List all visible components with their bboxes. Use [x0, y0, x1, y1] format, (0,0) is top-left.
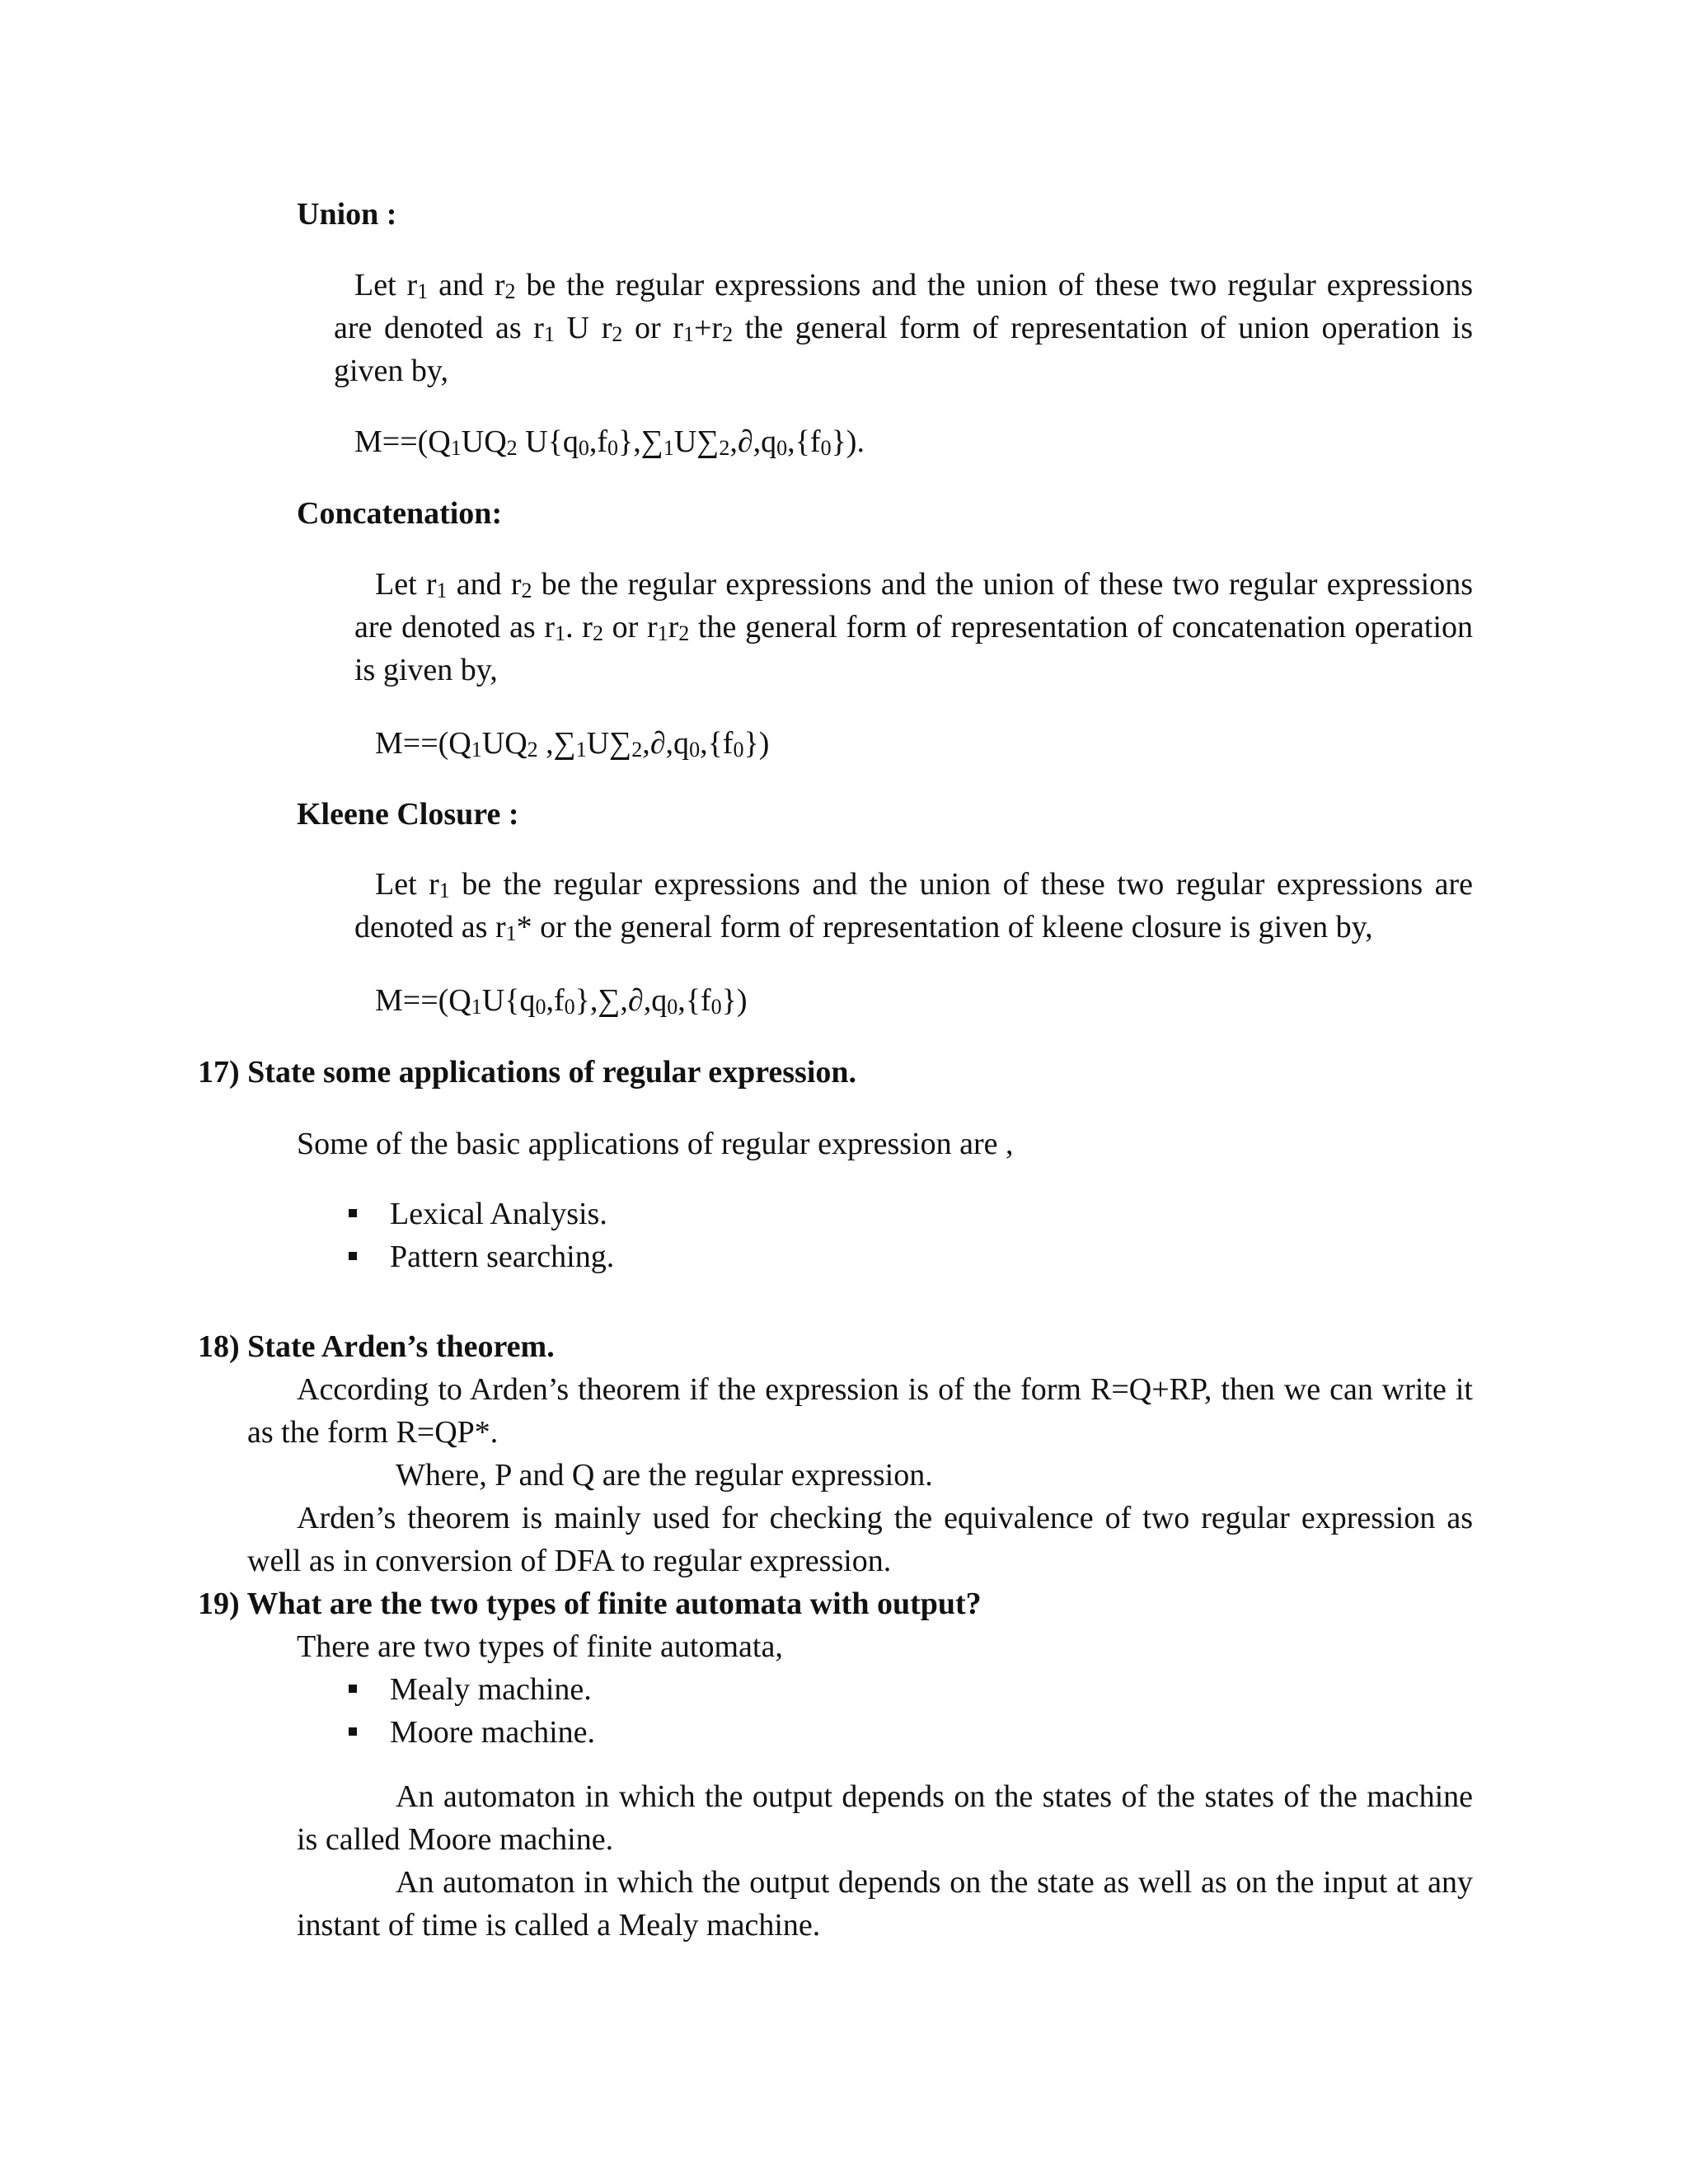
q18-paragraph-2: Where, P and Q are the regular expression. — [396, 1458, 933, 1493]
concatenation-text: Let $r_1$ and $r_2$ be the regular expressions and the union of these two regular expressions are denoted as $r_1$. $r_2$ or $r_1r_2$ the general form of representation of concatenation operation is given by, — [354, 567, 1474, 687]
bullet-icon — [349, 1252, 357, 1260]
q19-paragraph-2: An automaton in which the output depends on the state as well as on the input at any instant of time is called a Mealy machine. — [297, 1865, 1473, 1943]
q19-bullet-1: Mealy machine. — [349, 1668, 592, 1711]
q17-bullet-1: Lexical Analysis. — [349, 1193, 607, 1235]
concatenation-formula: $M==(Q_1UQ_2$ $,\sum_1U\sum_2,\partial,q_0,\{f_0\}$) — [375, 726, 770, 762]
union-formula: $M==(Q_1UQ_2$ $U\{q_0,f_0\},\sum_1U\sum_2,\partial,q_0,\{f_0\}$). — [354, 424, 865, 460]
q18-paragraph-1: According to Arden’s theorem if the expression is of the form R=Q+RP, then we can write it as the form R=QP*. — [247, 1372, 1473, 1450]
q19-bullet-2: Moore machine. — [349, 1711, 595, 1754]
q17-heading: 17) State some applications of regular expression. — [198, 1055, 857, 1090]
kleene-heading: Kleene Closure : — [297, 797, 519, 832]
union-text: Let $r_1$ and $r_2$ be the regular expressions and the union of these two regular expressions are denoted as $r_1$ U $r_2$ or $r_1+r_2$ the general form of representation of union operation is given by, — [334, 268, 1474, 388]
kleene-text: Let $r_1$ be the regular expressions and the union of these two regular expressions are denoted as $r_1*$ or the general form of representation of kleene closure is given by, — [354, 867, 1473, 945]
q19-intro: There are two types of finite automata, — [297, 1629, 783, 1664]
q19-heading: 19) What are the two types of finite automata with output? — [198, 1586, 982, 1621]
q18-paragraph-3: Arden’s theorem is mainly used for checking the equivalence of two regular expression as well as in conversion of DFA to regular expression. — [247, 1501, 1473, 1578]
q18-heading: 18) State Arden’s theorem. — [198, 1329, 555, 1364]
bullet-icon — [349, 1685, 357, 1693]
kleene-formula: $M==(Q_1U\{q_0,f_0\},\sum,\partial,q_0,\{f_0\})$ — [375, 983, 748, 1019]
union-heading: Union : — [297, 197, 397, 232]
q19-paragraph-1: An automaton in which the output depends on the states of the states of the machine is called Moore machine. — [297, 1779, 1473, 1857]
q17-bullet-2: Pattern searching. — [349, 1235, 614, 1278]
q17-intro: Some of the basic applications of regular expression are , — [297, 1127, 1014, 1161]
bullet-icon — [349, 1727, 357, 1736]
concatenation-heading: Concatenation: — [297, 496, 503, 531]
bullet-icon — [349, 1209, 357, 1217]
